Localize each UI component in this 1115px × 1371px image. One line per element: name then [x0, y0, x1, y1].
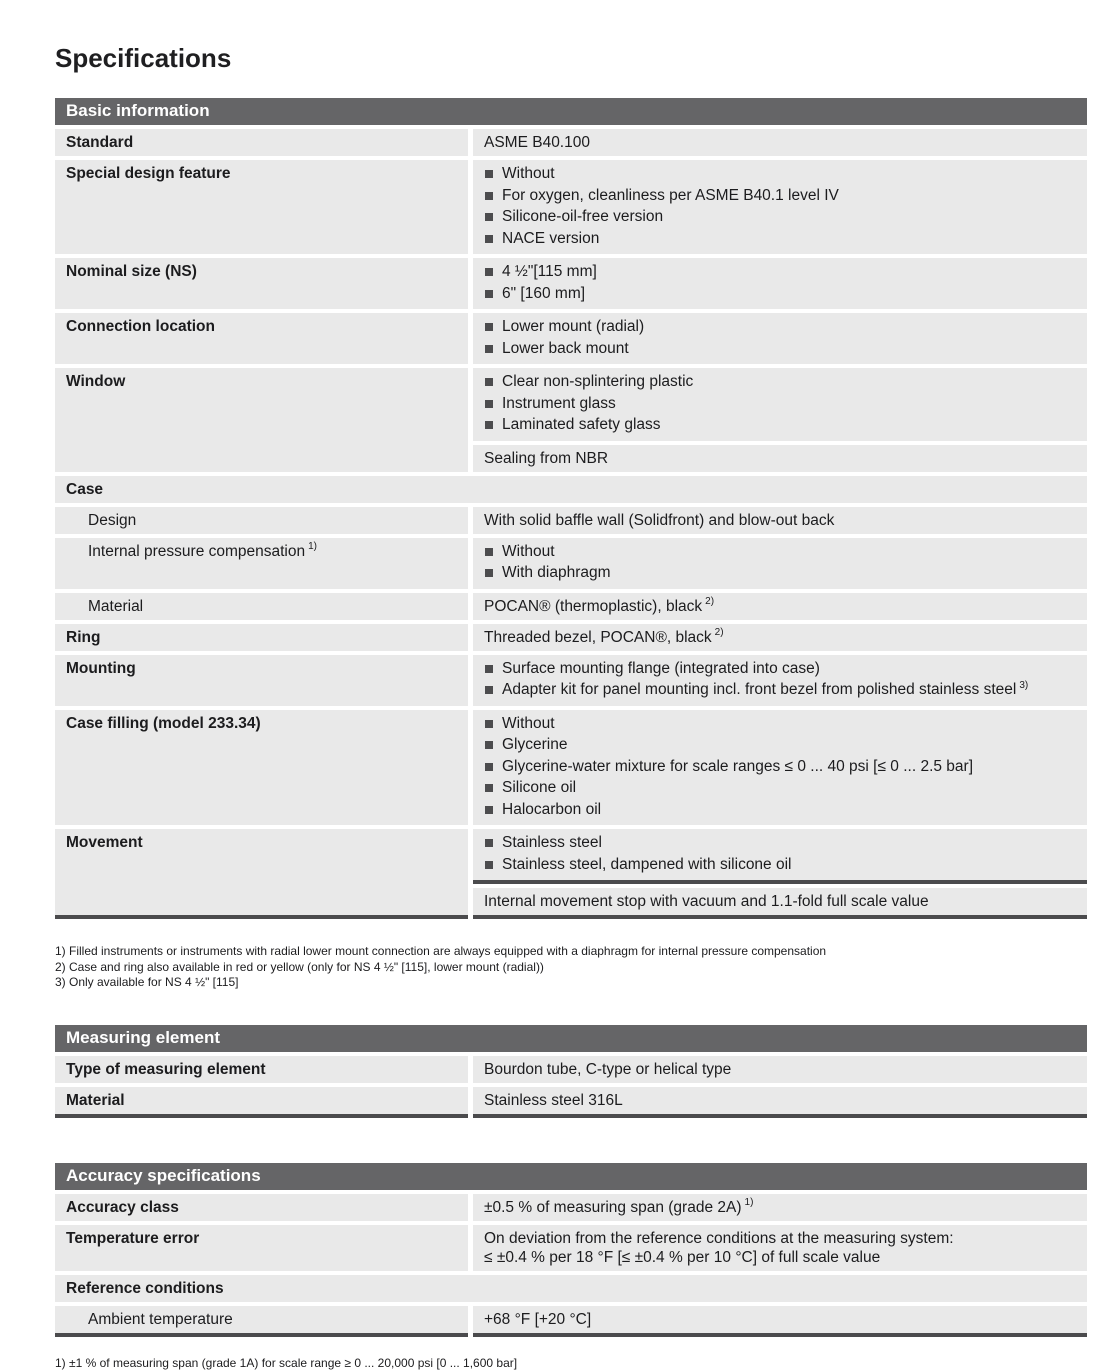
list-item [484, 371, 1076, 393]
row-nominal-size [55, 258, 1087, 309]
row-connection-location [55, 313, 1087, 364]
list-item [484, 228, 1076, 250]
row-value-window [473, 368, 1087, 441]
list-item-text: Without [502, 541, 555, 563]
list-item-text: Without [502, 163, 555, 185]
row-label-ambient-temperature: Ambient temperature [55, 1306, 468, 1337]
square-bullet-icon [485, 839, 493, 847]
row-reference-conditions-section [55, 1275, 1087, 1302]
list-item [484, 679, 1076, 701]
footnote-line: 3) Only available for NS 4 ½" [115] [55, 975, 1087, 991]
row-value-case-material [473, 593, 1087, 620]
row-value-measuring-material: Stainless steel 316L [473, 1087, 1087, 1118]
row-mounting [55, 655, 1087, 706]
list-item [484, 658, 1076, 680]
list-item-text: Halocarbon oil [502, 799, 601, 821]
footnotes-basic-information [55, 944, 1087, 991]
list-item [484, 756, 1076, 778]
row-value-movement-stop: Internal movement stop with vacuum and 1.1-fold full scale value [473, 888, 1087, 919]
row-value-special-design-feature [473, 160, 1087, 254]
footnote-line: 2) Case and ring also available in red or yellow (only for NS 4 ½" [115], lower mount (radial)) [55, 960, 1087, 976]
row-case-design [55, 507, 1087, 534]
list-item-text: Lower mount (radial) [502, 316, 644, 338]
table-header-basic-information: Basic information [55, 98, 1087, 125]
row-movement [55, 829, 1087, 919]
list-item-text: With diaphragm [502, 562, 611, 584]
square-bullet-icon [485, 378, 493, 386]
row-case-material [55, 593, 1087, 620]
section-label-case: Case [55, 476, 1087, 503]
row-label-window: Window [55, 368, 468, 472]
footnote-ref: 3) [1019, 680, 1028, 691]
footnote-ref: 1) [308, 541, 317, 552]
row-value-case-design: With solid baffle wall (Solidfront) and blow-out back [473, 507, 1087, 534]
row-measuring-material [55, 1087, 1087, 1118]
footnote-ref: 2) [705, 596, 714, 607]
row-value-text: ±0.5 % of measuring span (grade 2A) [484, 1199, 742, 1216]
square-bullet-icon [485, 192, 493, 200]
list-item-text: Instrument glass [502, 393, 616, 415]
list-item [484, 541, 1076, 563]
square-bullet-icon [485, 806, 493, 814]
square-bullet-icon [485, 720, 493, 728]
row-value-movement [473, 829, 1087, 884]
list-item-text: 4 ½"[115 mm] [502, 261, 597, 283]
square-bullet-icon [485, 235, 493, 243]
list-item-text: Glycerine-water mixture for scale ranges ≤ 0 ... 40 psi [≤ 0 ... 2.5 bar] [502, 756, 973, 778]
list-item [484, 206, 1076, 228]
table-header-accuracy-specifications: Accuracy specifications [55, 1163, 1087, 1190]
square-bullet-icon [485, 421, 493, 429]
row-label-case-design: Design [55, 507, 468, 534]
row-label-ring: Ring [55, 624, 468, 651]
list-item-text: Silicone oil [502, 777, 576, 799]
square-bullet-icon [485, 763, 493, 771]
row-label-nominal-size: Nominal size (NS) [55, 258, 468, 309]
square-bullet-icon [485, 290, 493, 298]
row-value-internal-pressure-compensation [473, 538, 1087, 589]
row-temperature-error [55, 1225, 1087, 1271]
basic-information-table [55, 98, 1087, 919]
accuracy-specifications-table [55, 1163, 1087, 1337]
list-item [484, 832, 1076, 854]
list-item-text-main: Adapter kit for panel mounting incl. front bezel from polished stainless steel [502, 681, 1016, 698]
square-bullet-icon [485, 268, 493, 276]
list-item [484, 338, 1076, 360]
footnote-line: 1) Filled instruments or instruments with radial lower mount connection are always equipped with a diaphragm for internal pressure compensation [55, 944, 1087, 960]
square-bullet-icon [485, 323, 493, 331]
row-value-case-filling [473, 710, 1087, 826]
square-bullet-icon [485, 345, 493, 353]
temperature-error-line-2: ≤ ±0.4 % per 18 °F [≤ ±0.4 % per 10 °C] of full scale value [484, 1248, 1076, 1267]
row-label-text: Internal pressure compensation [88, 543, 305, 560]
list-item-text: Surface mounting flange (integrated into case) [502, 658, 820, 680]
row-label-connection-location: Connection location [55, 313, 468, 364]
list-item [484, 185, 1076, 207]
row-label-internal-pressure-compensation [55, 538, 468, 589]
row-ambient-temperature [55, 1306, 1087, 1337]
square-bullet-icon [485, 741, 493, 749]
square-bullet-icon [485, 861, 493, 869]
row-label-special-design-feature: Special design feature [55, 160, 468, 254]
list-item [484, 316, 1076, 338]
list-item-text: Lower back mount [502, 338, 629, 360]
row-label-case-filling: Case filling (model 233.34) [55, 710, 468, 826]
list-item-text [502, 679, 1028, 701]
list-item-text: Silicone-oil-free version [502, 206, 663, 228]
row-standard [55, 129, 1087, 156]
row-window [55, 368, 1087, 472]
list-item [484, 261, 1076, 283]
row-measuring-type [55, 1056, 1087, 1083]
list-item [484, 777, 1076, 799]
row-label-mounting: Mounting [55, 655, 468, 706]
row-value-text: Threaded bezel, POCAN®, black [484, 629, 712, 646]
footnote-line: 1) ±1 % of measuring span (grade 1A) for scale range ≥ 0 ... 20,000 psi [0 ... 1,600 bar] [55, 1356, 1087, 1371]
footnote-ref: 1) [745, 1197, 754, 1208]
row-value-mounting [473, 655, 1087, 706]
row-value-text: POCAN® (thermoplastic), black [484, 598, 702, 615]
square-bullet-icon [485, 665, 493, 673]
list-item-text: Glycerine [502, 734, 567, 756]
list-item [484, 854, 1076, 876]
row-label-case-material: Material [55, 593, 468, 620]
footnote-accuracy [55, 1356, 1087, 1371]
row-label-movement: Movement [55, 829, 468, 919]
list-item [484, 799, 1076, 821]
list-item [484, 562, 1076, 584]
list-item-text: NACE version [502, 228, 599, 250]
square-bullet-icon [485, 686, 493, 694]
row-value-window-sealing: Sealing from NBR [473, 445, 1087, 472]
footnote-ref: 2) [715, 627, 724, 638]
list-item [484, 393, 1076, 415]
square-bullet-icon [485, 400, 493, 408]
row-label-measuring-material: Material [55, 1087, 468, 1118]
row-label-standard: Standard [55, 129, 468, 156]
list-item-text: Without [502, 713, 555, 735]
row-value-nominal-size [473, 258, 1087, 309]
list-item [484, 163, 1076, 185]
temperature-error-line-1: On deviation from the reference conditions at the measuring system: [484, 1229, 1076, 1248]
square-bullet-icon [485, 548, 493, 556]
row-case-filling [55, 710, 1087, 826]
row-label-measuring-type: Type of measuring element [55, 1056, 468, 1083]
list-item-text: Clear non-splintering plastic [502, 371, 693, 393]
row-accuracy-class [55, 1194, 1087, 1221]
list-item-text: Stainless steel, dampened with silicone oil [502, 854, 792, 876]
square-bullet-icon [485, 569, 493, 577]
square-bullet-icon [485, 170, 493, 178]
section-label-reference-conditions: Reference conditions [55, 1275, 1087, 1302]
row-value-temperature-error [473, 1225, 1087, 1271]
list-item [484, 734, 1076, 756]
row-internal-pressure-compensation [55, 538, 1087, 589]
row-label-accuracy-class: Accuracy class [55, 1194, 468, 1221]
row-value-ambient-temperature: +68 °F [+20 °C] [473, 1306, 1087, 1337]
row-value-measuring-type: Bourdon tube, C-type or helical type [473, 1056, 1087, 1083]
row-value-ring [473, 624, 1087, 651]
list-item [484, 283, 1076, 305]
row-special-design-feature [55, 160, 1087, 254]
square-bullet-icon [485, 213, 493, 221]
list-item-text: Stainless steel [502, 832, 602, 854]
row-value-accuracy-class [473, 1194, 1087, 1221]
square-bullet-icon [485, 784, 493, 792]
list-item-text: For oxygen, cleanliness per ASME B40.1 level IV [502, 185, 839, 207]
row-label-temperature-error: Temperature error [55, 1225, 468, 1271]
list-item [484, 414, 1076, 436]
page-title: Specifications [55, 44, 1087, 72]
measuring-element-table [55, 1025, 1087, 1118]
list-item-text: 6" [160 mm] [502, 283, 585, 305]
row-case-section [55, 476, 1087, 503]
row-value-standard: ASME B40.100 [473, 129, 1087, 156]
table-header-measuring-element: Measuring element [55, 1025, 1087, 1052]
list-item [484, 713, 1076, 735]
list-item-text: Laminated safety glass [502, 414, 661, 436]
row-value-connection-location [473, 313, 1087, 364]
row-ring [55, 624, 1087, 651]
